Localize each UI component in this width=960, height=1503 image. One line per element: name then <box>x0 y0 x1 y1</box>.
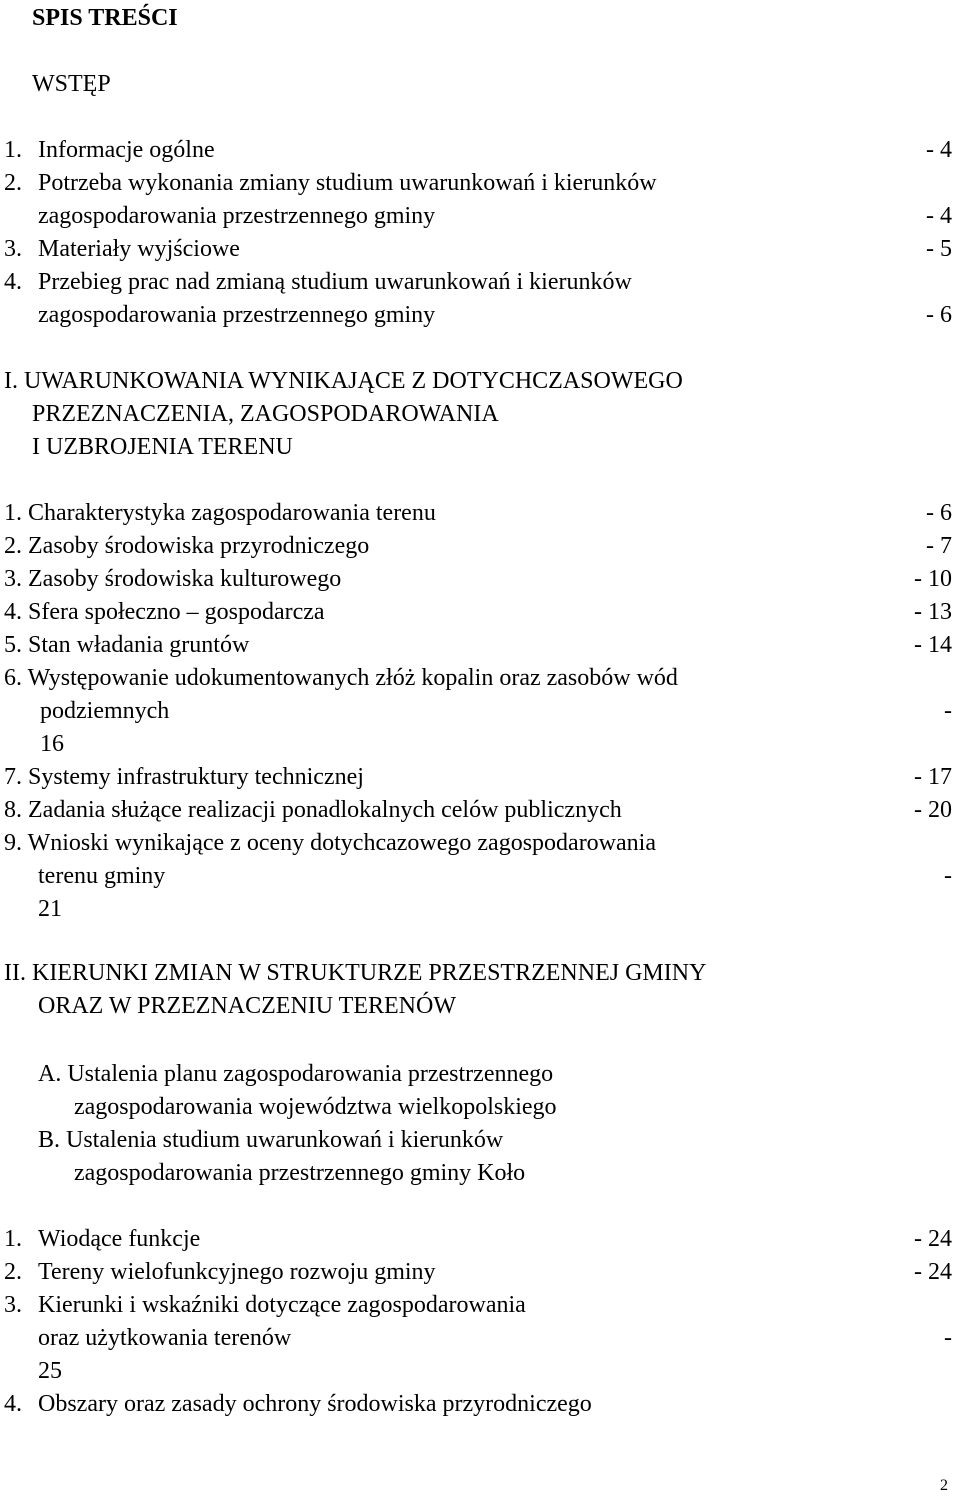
toc-number: 1. <box>4 137 22 163</box>
toc-entry-continued: oraz użytkowania terenów <box>38 1325 292 1351</box>
toc-entry: 8. Zadania służące realizacji ponadlokalnych celów publicznych <box>4 797 622 823</box>
toc-entry: 3. Zasoby środowiska kulturowego <box>4 566 342 592</box>
toc-entry: 7. Systemy infrastruktury technicznej <box>4 764 364 790</box>
toc-entry-continued: zagospodarowania przestrzennego gminy <box>38 203 436 229</box>
toc-page: - 10 <box>914 566 952 592</box>
section-heading: II. KIERUNKI ZMIAN W STRUKTURZE PRZESTRZENNEJ GMINY <box>4 960 707 986</box>
subsection-entry: B. Ustalenia studium uwarunkowań i kierunków <box>38 1127 504 1153</box>
page-title: SPIS TREŚCI <box>32 5 178 31</box>
toc-number: 2. <box>4 1259 22 1285</box>
toc-entry: Materiały wyjściowe <box>38 236 240 262</box>
section-heading: I UZBROJENIA TERENU <box>32 434 293 460</box>
toc-page-dash: - <box>944 863 952 889</box>
toc-page: - 20 <box>914 797 952 823</box>
toc-entry: 5. Stan władania gruntów <box>4 632 250 658</box>
page-number: 2 <box>940 1477 948 1494</box>
toc-entry: Obszary oraz zasady ochrony środowiska przyrodniczego <box>38 1391 592 1417</box>
toc-number: 4. <box>4 1391 22 1417</box>
subsection-entry: A. Ustalenia planu zagospodarowania przestrzennego <box>38 1061 554 1087</box>
toc-page: - 13 <box>914 599 952 625</box>
toc-number: 4. <box>4 269 22 295</box>
toc-page-dash: - <box>944 1325 952 1351</box>
toc-page: - 6 <box>926 302 952 328</box>
toc-entry-continued: zagospodarowania przestrzennego gminy <box>38 302 436 328</box>
toc-page: 25 <box>38 1358 62 1384</box>
toc-page: - 24 <box>914 1226 952 1252</box>
toc-entry-continued: podziemnych <box>40 698 170 724</box>
toc-entry: Informacje ogólne <box>38 137 215 163</box>
toc-number: 3. <box>4 1292 22 1318</box>
section-heading: I. UWARUNKOWANIA WYNIKAJĄCE Z DOTYCHCZASOWEGO <box>4 368 683 394</box>
toc-entry: 2. Zasoby środowiska przyrodniczego <box>4 533 370 559</box>
toc-page: - 5 <box>926 236 952 262</box>
toc-page: - 24 <box>914 1259 952 1285</box>
intro-heading: WSTĘP <box>32 71 111 97</box>
toc-page: 16 <box>40 731 64 757</box>
toc-entry: 1. Charakterystyka zagospodarowania terenu <box>4 500 436 526</box>
section-heading: ORAZ W PRZEZNACZENIU TERENÓW <box>38 993 456 1019</box>
toc-page: - 17 <box>914 764 952 790</box>
toc-number: 2. <box>4 170 22 196</box>
toc-entry: 6. Występowanie udokumentowanych złóż kopalin oraz zasobów wód <box>4 665 678 691</box>
toc-entry: Wiodące funkcje <box>38 1226 201 1252</box>
toc-page: - 6 <box>926 500 952 526</box>
toc-entry: Przebieg prac nad zmianą studium uwarunkowań i kierunków <box>38 269 632 295</box>
toc-entry: Potrzeba wykonania zmiany studium uwarunkowań i kierunków <box>38 170 657 196</box>
subsection-entry-continued: zagospodarowania województwa wielkopolskiego <box>74 1094 557 1120</box>
section-heading: PRZEZNACZENIA, ZAGOSPODAROWANIA <box>32 401 499 427</box>
toc-entry: Kierunki i wskaźniki dotyczące zagospodarowania <box>38 1292 526 1318</box>
toc-page: - 4 <box>926 137 952 163</box>
toc-entry: 4. Sfera społeczno – gospodarcza <box>4 599 325 625</box>
toc-page: 21 <box>38 896 62 922</box>
toc-number: 3. <box>4 236 22 262</box>
subsection-entry-continued: zagospodarowania przestrzennego gminy Koło <box>74 1160 526 1186</box>
toc-entry-continued: terenu gminy <box>38 863 166 889</box>
toc-entry: Tereny wielofunkcyjnego rozwoju gminy <box>38 1259 436 1285</box>
toc-page: - 14 <box>914 632 952 658</box>
toc-number: 1. <box>4 1226 22 1252</box>
toc-page: - 7 <box>926 533 952 559</box>
toc-entry: 9. Wnioski wynikające z oceny dotychcazowego zagospodarowania <box>4 830 656 856</box>
toc-page: - 4 <box>926 203 952 229</box>
toc-page-dash: - <box>944 698 952 724</box>
